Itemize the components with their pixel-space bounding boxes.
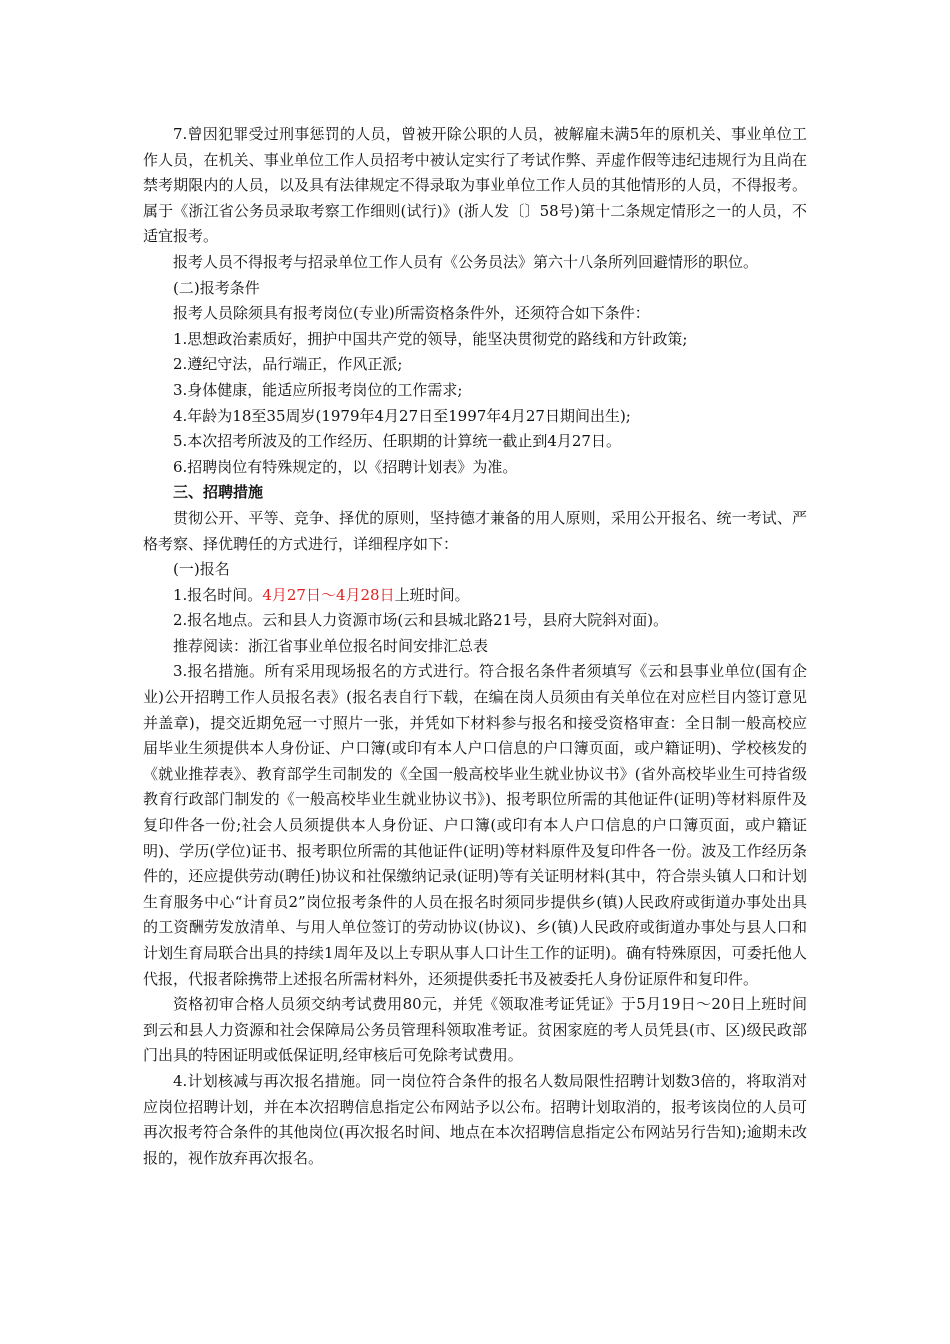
registration-time <box>143 583 807 609</box>
section-heading-conditions: (二)报考条件 <box>173 278 260 297</box>
document-body <box>143 122 807 1171</box>
condition-item-1: 1.思想政治素质好，拥护中国共产党的领导，能坚决贯彻党的路线和方针政策; <box>173 329 688 348</box>
paragraph-disqualification: 7.曾因犯罪受过刑事惩罚的人员，曾被开除公职的人员，被解雇未满5年的原机关、事业单位工作人员，在机关、事业单位工作人员招考中被认定实行了考试作弊、弄虚作假等违纪违规行为且尚在禁考期限内的人员，以及具有法律规定不得录取为事业单位工作人员的其他情形的人员，不得报考。属于《浙江省公务员录取考察工作细则(试行)》(浙人发〔〕58号)第十二条规定情形之一的人员，不适宜报考。 <box>143 125 807 246</box>
registration-location: 2.报名地点。云和县人力资源市场(云和县城北路21号，县府大院斜对面)。 <box>173 611 669 630</box>
condition-item-6: 6.招聘岗位有特殊规定的，以《招聘计划表》为准。 <box>173 457 518 476</box>
registration-time-suffix: 上班时间。 <box>394 585 470 604</box>
paragraph-avoidance: 报考人员不得报考与招录单位工作人员有《公务员法》第六十八条所列回避情形的职位。 <box>173 252 759 271</box>
paragraph-plan-reduction: 4.计划核减与再次报名措施。同一岗位符合条件的报名人数局限性招聘计划数3倍的，将取消对应岗位招聘计划，并在本次招聘信息指定公布网站予以公布。招聘计划取消的，报考该岗位的人员可再次报考符合条件的其他岗位(再次报名时间、地点在本次招聘信息指定公布网站另行告知);逾期未改报的，视作放弃再次报名。 <box>143 1071 807 1167</box>
section-heading-measures: 三、招聘措施 <box>173 483 264 502</box>
condition-item-2: 2.遵纪守法，品行端正，作风正派; <box>173 355 403 374</box>
subsection-heading-registration: (一)报名 <box>173 560 230 579</box>
registration-time-dates: 4月27日～4月28日 <box>262 585 395 604</box>
registration-time-prefix: 1.报名时间。 <box>173 585 263 604</box>
condition-item-4: 4.年龄为18至35周岁(1979年4月27日至1997年4月27日期间出生); <box>173 406 631 425</box>
registration-measures: 3.报名措施。所有采用现场报名的方式进行。符合报名条件者须填写《云和县事业单位(国有企业)公开招聘工作人员报名表》(报名表自行下载，在编在岗人员须由有关单位在对应栏目内签订意见并盖章)，提交近期免冠一寸照片一张，并凭如下材料参与报名和接受资格审查：全日制一般高校应届毕业生须提供本人身份证、户口簿(或印有本人户口信息的户口簿页面，或户籍证明)、学校核发的《就业推荐表》、教育部学生司制发的《全国一般高校毕业生就业协议书》(省外高校毕业生可持省级教育行政部门制发的《一般高校毕业生就业协议书》)、报考职位所需的其他证件(证明)等材料原件及复印件各一份;社会人员须提供本人身份证、户口簿(或印有本人户口信息的户口簿页面，或户籍证明)、学历(学位)证书、报考职位所需的其他证件(证明)等材料原件及复印件各一份。波及工作经历条件的，还应提供劳动(聘任)协议和社保缴纳记录(证明)等有关证明材料(其中，符合崇头镇人口和计划生育服务中心“计育员2”岗位报考条件的人员在报名时须同步提供乡(镇)人民政府或街道办事处出具的工资酬劳发放清单、与用人单位签订的劳动协议(协议)、乡(镇)人民政府或街道办事处与县人口和计划生育局联合出具的持续1周年及以上专职从事人口计生工作的证明)。确有特殊原因，可委托他人代报，代报者除携带上述报名所需材料外，还须提供委托书及被委托人身份证原件和复印件。 <box>143 662 807 988</box>
condition-item-3: 3.身体健康，能适应所报考岗位的工作需求; <box>173 380 463 399</box>
paragraph-conditions-intro: 报考人员除须具有报考岗位(专业)所需资格条件外，还须符合如下条件： <box>173 304 650 323</box>
recommended-reading-link[interactable]: 推荐阅读：浙江省事业单位报名时间安排汇总表 <box>173 636 489 655</box>
paragraph-exam-fee: 资格初审合格人员须交纳考试费用80元，并凭《领取准考证凭证》于5月19日～20日上班时间到云和县人力资源和社会保障局公务员管理科领取准考证。贫困家庭的考人员凭县(市、区)级民政部门出具的特困证明或低保证明,经审核后可免除考试费用。 <box>143 995 807 1065</box>
condition-item-5: 5.本次招考所波及的工作经历、任职期的计算统一截止到4月27日。 <box>173 432 621 451</box>
paragraph-principles: 贯彻公开、平等、竞争、择优的原则，坚持德才兼备的用人原则，采用公开报名、统一考试、严格考察、择优聘任的方式进行，详细程序如下： <box>143 508 807 553</box>
